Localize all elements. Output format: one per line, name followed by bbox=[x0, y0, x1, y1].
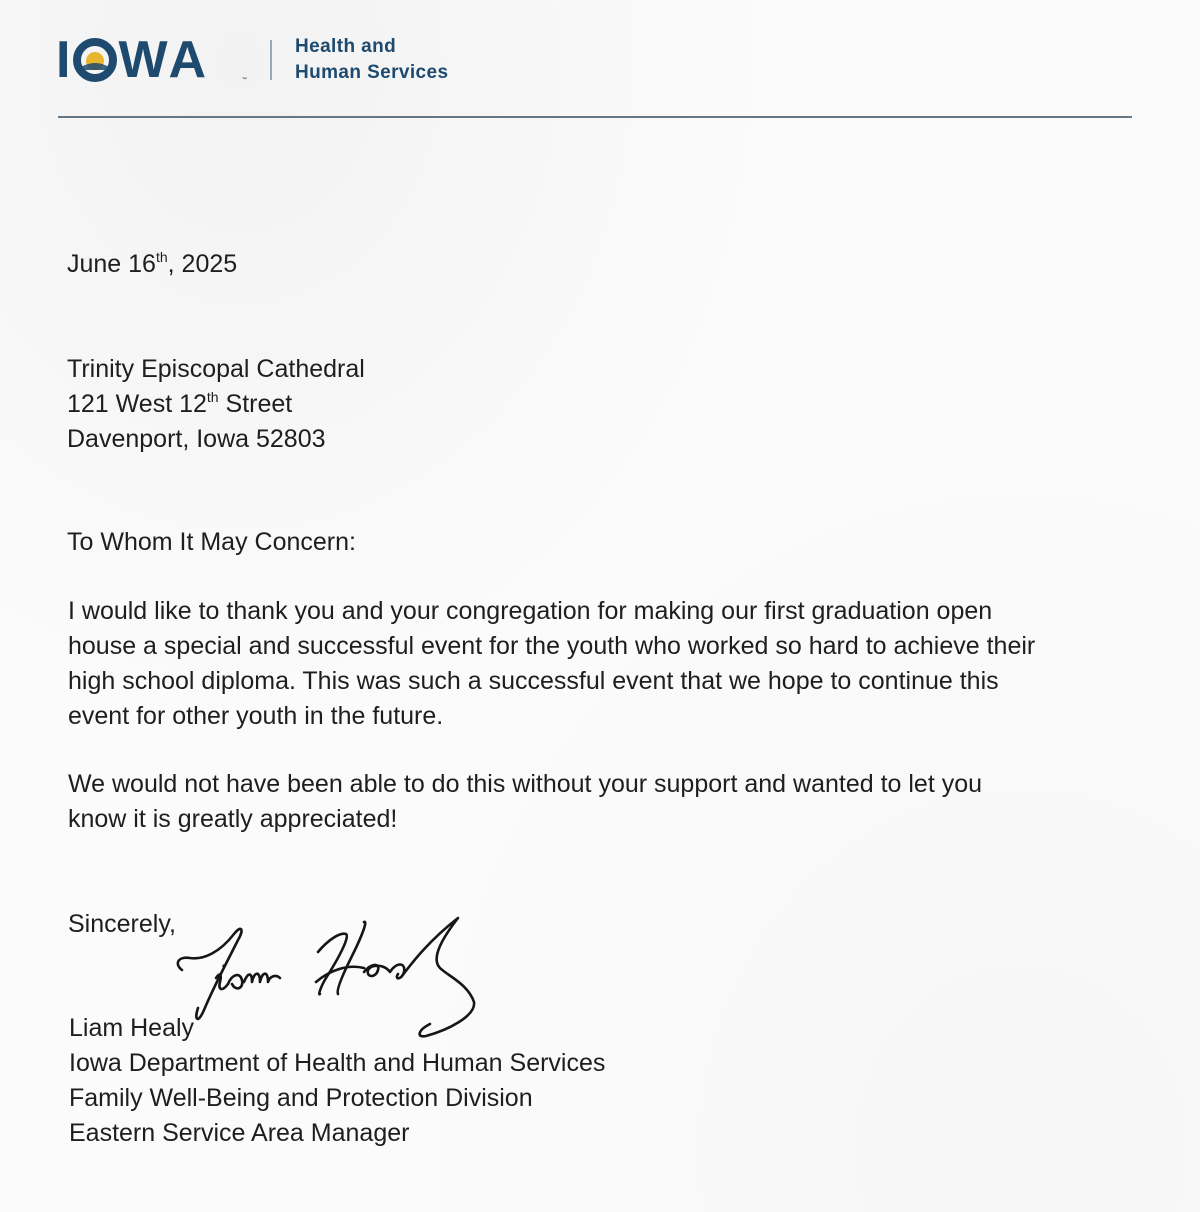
street-name: Street bbox=[218, 390, 293, 418]
body-line: high school diploma. This was such a successful event that we hope to continue this bbox=[68, 667, 999, 695]
body-line: know it is greatly appreciated! bbox=[68, 805, 398, 833]
department-name-line: Human Services bbox=[295, 62, 449, 83]
signature-block bbox=[69, 1011, 605, 1151]
recipient-name: Trinity Episcopal Cathedral bbox=[67, 355, 365, 383]
recipient-address bbox=[67, 352, 365, 457]
iowa-logo bbox=[56, 31, 208, 89]
date-text: June 16 bbox=[67, 250, 156, 278]
signer-name: Liam Healy bbox=[69, 1014, 195, 1042]
letterhead bbox=[56, 28, 556, 92]
signer-title: Eastern Service Area Manager bbox=[69, 1119, 410, 1147]
body-paragraph bbox=[68, 767, 982, 837]
street-ordinal-suffix: th bbox=[206, 389, 219, 405]
letter-date bbox=[67, 247, 237, 282]
recipient-city: Davenport, Iowa 52803 bbox=[67, 425, 326, 453]
logo-letter: W bbox=[118, 31, 169, 89]
salutation: To Whom It May Concern: bbox=[67, 528, 356, 556]
body-line: We would not have been able to do this without your support and wanted to let you bbox=[68, 770, 983, 798]
logo-letter: A bbox=[168, 31, 208, 89]
department-name-line: Health and bbox=[295, 36, 397, 57]
signer-organization: Iowa Department of Health and Human Services bbox=[69, 1049, 606, 1077]
signer-division: Family Well-Being and Protection Division bbox=[69, 1084, 533, 1112]
date-ordinal-suffix: th bbox=[155, 249, 168, 265]
trademark-mark: ™ bbox=[242, 77, 247, 83]
logo-letter: I bbox=[56, 31, 72, 89]
sun-logo-icon bbox=[73, 34, 117, 86]
body-line: I would like to thank you and your congregation for making our first graduation open bbox=[68, 597, 993, 625]
header-divider bbox=[58, 116, 1132, 118]
street-number: 121 West 12 bbox=[67, 390, 207, 418]
date-year: , 2025 bbox=[167, 250, 238, 278]
department-name bbox=[295, 34, 448, 86]
body-line: event for other youth in the future. bbox=[68, 702, 444, 730]
logo-divider bbox=[270, 40, 272, 80]
closing: Sincerely, bbox=[68, 910, 176, 938]
body-line: house a special and successful event for the youth who worked so hard to achieve their bbox=[68, 632, 1036, 660]
recipient-street bbox=[67, 387, 365, 422]
body-paragraph bbox=[68, 594, 1035, 734]
